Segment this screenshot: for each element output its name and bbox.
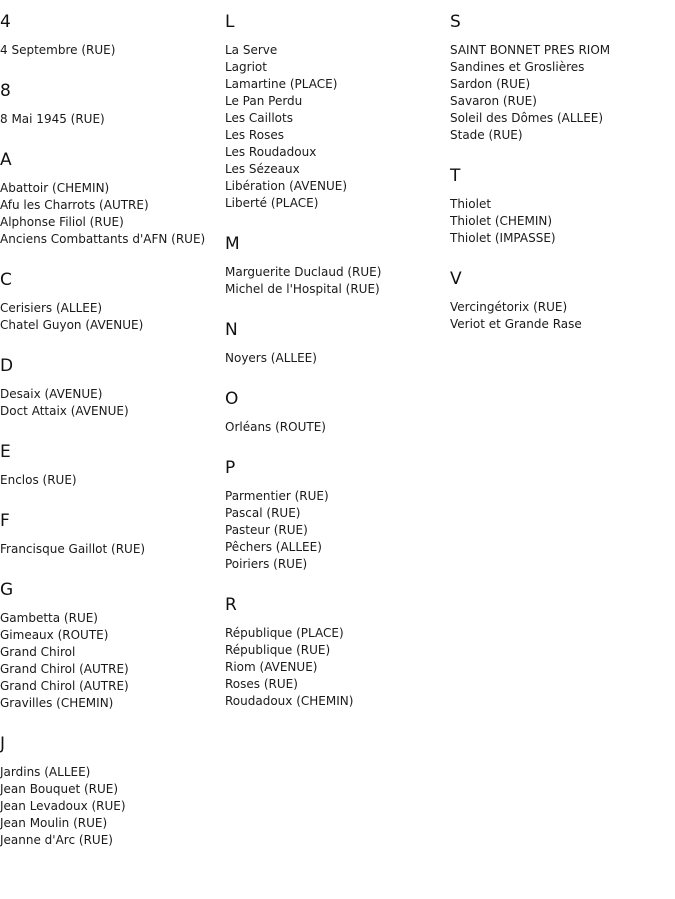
street-name: Le Pan Perdu bbox=[225, 94, 303, 108]
street-list bbox=[225, 264, 447, 298]
street-name: 8 Mai 1945 (RUE) bbox=[0, 112, 105, 126]
street-name: Libération (AVENUE) bbox=[225, 179, 348, 193]
street-list bbox=[0, 180, 222, 248]
letter-section bbox=[225, 234, 447, 298]
street-name: République (PLACE) bbox=[225, 626, 344, 640]
street-name: Grand Chirol bbox=[0, 645, 76, 659]
street-name: Poiriers (RUE) bbox=[225, 557, 308, 571]
street-name: Jean Bouquet (RUE) bbox=[0, 782, 119, 796]
street-name: Les Roudadoux bbox=[225, 145, 317, 159]
letter-section bbox=[225, 458, 447, 573]
section-letter-heading: A bbox=[0, 150, 12, 170]
section-letter-heading: C bbox=[0, 270, 12, 290]
letter-section bbox=[0, 81, 222, 128]
street-name: Gravilles (CHEMIN) bbox=[0, 696, 114, 710]
letter-section bbox=[0, 150, 222, 248]
section-letter-heading: N bbox=[225, 320, 238, 340]
street-name: Cerisiers (ALLEE) bbox=[0, 301, 103, 315]
street-list bbox=[0, 386, 222, 420]
street-name: Les Roses bbox=[225, 128, 284, 142]
section-letter-heading: 4 bbox=[0, 12, 11, 32]
street-name: Gambetta (RUE) bbox=[0, 611, 98, 625]
street-name: Pascal (RUE) bbox=[225, 506, 301, 520]
street-name: Liberté (PLACE) bbox=[225, 196, 319, 210]
section-letter-heading: F bbox=[0, 511, 10, 531]
street-list bbox=[225, 419, 447, 436]
section-letter-heading: T bbox=[450, 166, 461, 186]
street-list bbox=[450, 196, 672, 247]
street-name: Desaix (AVENUE) bbox=[0, 387, 103, 401]
letter-section bbox=[0, 270, 222, 334]
street-column-2 bbox=[225, 12, 447, 732]
street-name: Roudadoux (CHEMIN) bbox=[225, 694, 354, 708]
section-letter-heading: O bbox=[225, 389, 239, 409]
street-name: Alphonse Filiol (RUE) bbox=[0, 215, 124, 229]
street-name: Grand Chirol (AUTRE) bbox=[0, 679, 129, 693]
street-name: Afu les Charrots (AUTRE) bbox=[0, 198, 149, 212]
street-list bbox=[225, 488, 447, 573]
section-letter-heading: E bbox=[0, 442, 11, 462]
street-name: Grand Chirol (AUTRE) bbox=[0, 662, 129, 676]
street-list bbox=[0, 541, 222, 558]
section-letter-heading: S bbox=[450, 12, 461, 32]
section-letter-heading: M bbox=[225, 234, 240, 254]
section-letter-heading: L bbox=[225, 12, 235, 32]
street-name: Les Caillots bbox=[225, 111, 293, 125]
street-name: Les Sézeaux bbox=[225, 162, 300, 176]
street-name: Jean Moulin (RUE) bbox=[0, 816, 108, 830]
letter-section bbox=[225, 320, 447, 367]
letter-section bbox=[0, 356, 222, 420]
street-list bbox=[225, 625, 447, 710]
street-name: Veriot et Grande Rase bbox=[450, 317, 582, 331]
street-list bbox=[0, 472, 222, 489]
section-letter-heading: P bbox=[225, 458, 236, 478]
street-name: Savaron (RUE) bbox=[450, 94, 537, 108]
letter-section bbox=[0, 511, 222, 558]
street-name: SAINT BONNET PRES RIOM bbox=[450, 43, 611, 57]
letter-section bbox=[0, 12, 222, 59]
street-name: Marguerite Duclaud (RUE) bbox=[225, 265, 382, 279]
street-name: Gimeaux (ROUTE) bbox=[0, 628, 109, 642]
street-list bbox=[225, 42, 447, 212]
street-name: Thiolet (IMPASSE) bbox=[450, 231, 556, 245]
letter-section bbox=[225, 389, 447, 436]
street-name: Lagriot bbox=[225, 60, 267, 74]
street-list bbox=[0, 610, 222, 712]
section-letter-heading: R bbox=[225, 595, 237, 615]
street-name: Thiolet bbox=[450, 197, 492, 211]
letter-section bbox=[450, 269, 672, 333]
street-column-3 bbox=[450, 12, 672, 355]
street-name: Soleil des Dômes (ALLEE) bbox=[450, 111, 604, 125]
street-list bbox=[450, 42, 672, 144]
letter-section bbox=[0, 442, 222, 489]
street-name: Francisque Gaillot (RUE) bbox=[0, 542, 146, 556]
street-name: La Serve bbox=[225, 43, 278, 57]
street-list bbox=[0, 111, 222, 128]
street-name: Parmentier (RUE) bbox=[225, 489, 329, 503]
section-letter-heading: J bbox=[0, 734, 6, 754]
letter-section bbox=[225, 12, 447, 212]
street-name: Enclos (RUE) bbox=[0, 473, 77, 487]
letter-section bbox=[450, 12, 672, 144]
section-letter-heading: D bbox=[0, 356, 14, 376]
street-name: Roses (RUE) bbox=[225, 677, 298, 691]
street-list bbox=[0, 42, 222, 59]
street-name: Anciens Combattants d'AFN (RUE) bbox=[0, 232, 206, 246]
letter-section bbox=[0, 734, 222, 849]
street-name: Abattoir (CHEMIN) bbox=[0, 181, 110, 195]
street-name: Thiolet (CHEMIN) bbox=[450, 214, 553, 228]
street-name: Sandines et Groslières bbox=[450, 60, 585, 74]
section-letter-heading: V bbox=[450, 269, 462, 289]
street-name: Noyers (ALLEE) bbox=[225, 351, 317, 365]
street-column-1 bbox=[0, 12, 222, 871]
section-letter-heading: 8 bbox=[0, 81, 11, 101]
letter-section bbox=[450, 166, 672, 247]
street-name: Lamartine (PLACE) bbox=[225, 77, 338, 91]
street-list bbox=[0, 300, 222, 334]
street-name: Pêchers (ALLEE) bbox=[225, 540, 322, 554]
street-list bbox=[0, 764, 222, 849]
letter-section bbox=[0, 580, 222, 712]
section-letter-heading: G bbox=[0, 580, 14, 600]
street-name: Orléans (ROUTE) bbox=[225, 420, 326, 434]
letter-section bbox=[225, 595, 447, 710]
street-name: Pasteur (RUE) bbox=[225, 523, 308, 537]
street-name: Vercingétorix (RUE) bbox=[450, 300, 568, 314]
street-name: 4 Septembre (RUE) bbox=[0, 43, 116, 57]
street-name: Jeanne d'Arc (RUE) bbox=[0, 833, 113, 847]
street-name: Chatel Guyon (AVENUE) bbox=[0, 318, 144, 332]
street-name: Sardon (RUE) bbox=[450, 77, 531, 91]
street-name: Jardins (ALLEE) bbox=[0, 765, 91, 779]
street-name: Michel de l'Hospital (RUE) bbox=[225, 282, 380, 296]
street-name: République (RUE) bbox=[225, 643, 331, 657]
street-name: Riom (AVENUE) bbox=[225, 660, 318, 674]
street-name: Doct Attaix (AVENUE) bbox=[0, 404, 129, 418]
street-list bbox=[225, 350, 447, 367]
street-name: Stade (RUE) bbox=[450, 128, 523, 142]
street-list bbox=[450, 299, 672, 333]
street-name: Jean Levadoux (RUE) bbox=[0, 799, 126, 813]
